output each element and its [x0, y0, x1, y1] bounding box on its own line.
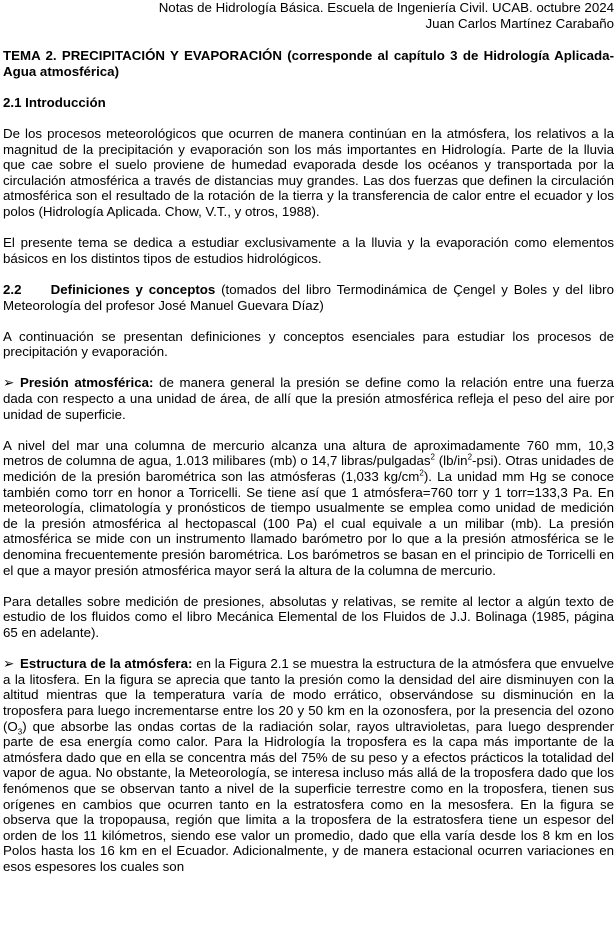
document-body — [3, 48, 614, 874]
intro-paragraph-2: El presente tema se dedica a estudiar exclusivamente a la lluvia y la evaporación como elementos básicos en los distintos tipos de estudios hidrológicos. — [3, 235, 614, 266]
bullet-text-presion: de manera general la presión se define como la relación entre una fuerza dada con respecto a una unidad de área, de allí que la presión atmosférica refleja el peso del aire por unidad de superficie. — [3, 375, 614, 422]
bullet-term-presion: Presión atmosférica: — [20, 375, 154, 391]
pressure-text-c: -psi). Otras unidades de medición de la presión barométrica son las atmósferas (1,033 kg/cm — [3, 453, 615, 485]
structure-text-b: ) que absorbe las ondas cortas de la radiación solar, rayos ultravioletas, para luego desprender parte de esa energía como calor. Para la Hidrología la troposfera es la capa más importante de la atmósfera dado que en ella se concentra más del 75% de su peso y a efectos prácticos la totalidad del vapor de agua. No obstante, la Meteorología, se interesa incluso más allá de la troposfera dado que los fenómenos que se observan tanto a nivel de la superficie terrestre como en la troposfera, tienen sus orígenes en cambios que ocurren tanto en la estratosfera como en la mesosfera. En la figura se observa que la tropopausa, región que limita a la troposfera de la estratosfera tiene un espesor del orden de los 11 kilómetros, siendo ese valor un promedio, dado que ella varía desde los 8 km en los Polos hasta los 16 km en el Ecuador. Adicionalmente, y de manera estacional ocurren variaciones en esos espesores los cuales son — [3, 718, 614, 874]
header-course-line: Notas de Hidrología Básica. Escuela de Ingeniería Civil. UCAB. octubre 2024 — [158, 0, 614, 15]
subscript-3: 3 — [17, 727, 23, 737]
arrow-bullet-icon: ➢ — [3, 375, 15, 391]
intro-paragraph-1: De los procesos meteorológicos que ocurren de manera continúan en la atmósfera, los relativos a la magnitud de la precipitación y evaporación son los más importantes en Hidrología. Parte de la lluvia que cae sobre el suelo proviene de humedad evaporada desde los océanos y transportada por la circulación atmosférica a través de distancias muy grandes. Las dos fuerzas que definen la circulación atmosférica son el resultado de la rotación de la tierra y la transferencia de calor entre el ecuador y los polos (Hidrología Aplicada. Chow, V.T., y otros, 1988). — [3, 125, 614, 219]
chapter-title: TEMA 2. PRECIPITACIÓN Y EVAPORACIÓN (corresponde al capítulo 3 de Hidrología Aplicada-Agua atmosférica) — [3, 48, 614, 79]
superscript-2: 2 — [467, 453, 473, 463]
pressure-units-paragraph — [3, 438, 614, 578]
pressure-text-a: A nivel del mar una columna de mercurio alcanza una altura de aproximadamente 760 mm, 10,3 metros de columna de agua, 1.013 milibares (mb) o 14,7 libras/pulgadas — [3, 437, 614, 469]
definitions-intro-paragraph: A continuación se presentan definiciones y conceptos esenciales para estudiar los procesos de precipitación y evaporación. — [3, 328, 614, 360]
section-heading-source: (tomados del libro Termodinámica de Çengel y Boles y del libro Meteorología del profesor José Manuel Guevara Díaz) — [3, 281, 614, 313]
structure-text-a: en la Figura 2.1 se muestra la estructura de la atmósfera que envuelve a la litosfera. En la figura se aprecia que tanto la presión como la densidad del aire disminuyen con la altitud mientras que la temperatura varía de modo errático, observándose su disminución en la troposfera para luego incrementarse entre los 20 y 50 km en la ozonosfera, por la presencia del ozono (O — [3, 656, 614, 734]
section-number: 2.2 — [3, 281, 22, 297]
page-header — [159, 0, 614, 31]
pressure-text-b: (lb/in — [435, 453, 468, 469]
bullet-term-estructura: Estructura de la atmósfera: — [20, 656, 193, 672]
pressure-text-d: ). La unidad mm Hg se conoce también como torr en honor a Torricelli. Se tiene así que 1 atmósfera=760 torr y 1 torr=133,3 Pa. En meteorología, climatología y pronósticos de tiempo usualmente se emplea como unidad de medición de la presión atmosférica al hectopascal (100 Pa) el cual equivale a un milibar (mb). La presión atmosférica se mide con un instrumento llamado barómetro por lo que a la presión atmosférica se le denomina frecuentemente presión barométrica. Los barómetros se basan en el principio de Torricelli en el que a mayor presión atmosférica mayor será la altura de la columna de mercurio. — [3, 469, 614, 578]
superscript-2: 2 — [419, 468, 424, 478]
section-heading-label: Definiciones y conceptos — [50, 281, 216, 297]
superscript-2: 2 — [430, 453, 435, 463]
bullet-estructura-atmosfera — [3, 656, 614, 874]
section-heading-definiciones — [3, 282, 614, 313]
pressure-reference-paragraph: Para detalles sobre medición de presiones, absolutas y relativas, se remite al lector a algún texto de estudio de los fluidos como el libro Mecánica Elemental de los Fluidos de J.J. Bolinaga (1985, página 65 en adelante). — [3, 593, 614, 640]
header-author-line: Juan Carlos Martínez Carabaño — [425, 15, 614, 31]
section-heading-introduccion: 2.1 Introducción — [3, 94, 106, 110]
bullet-presion-atmosferica — [3, 375, 614, 422]
arrow-bullet-icon: ➢ — [3, 656, 15, 672]
